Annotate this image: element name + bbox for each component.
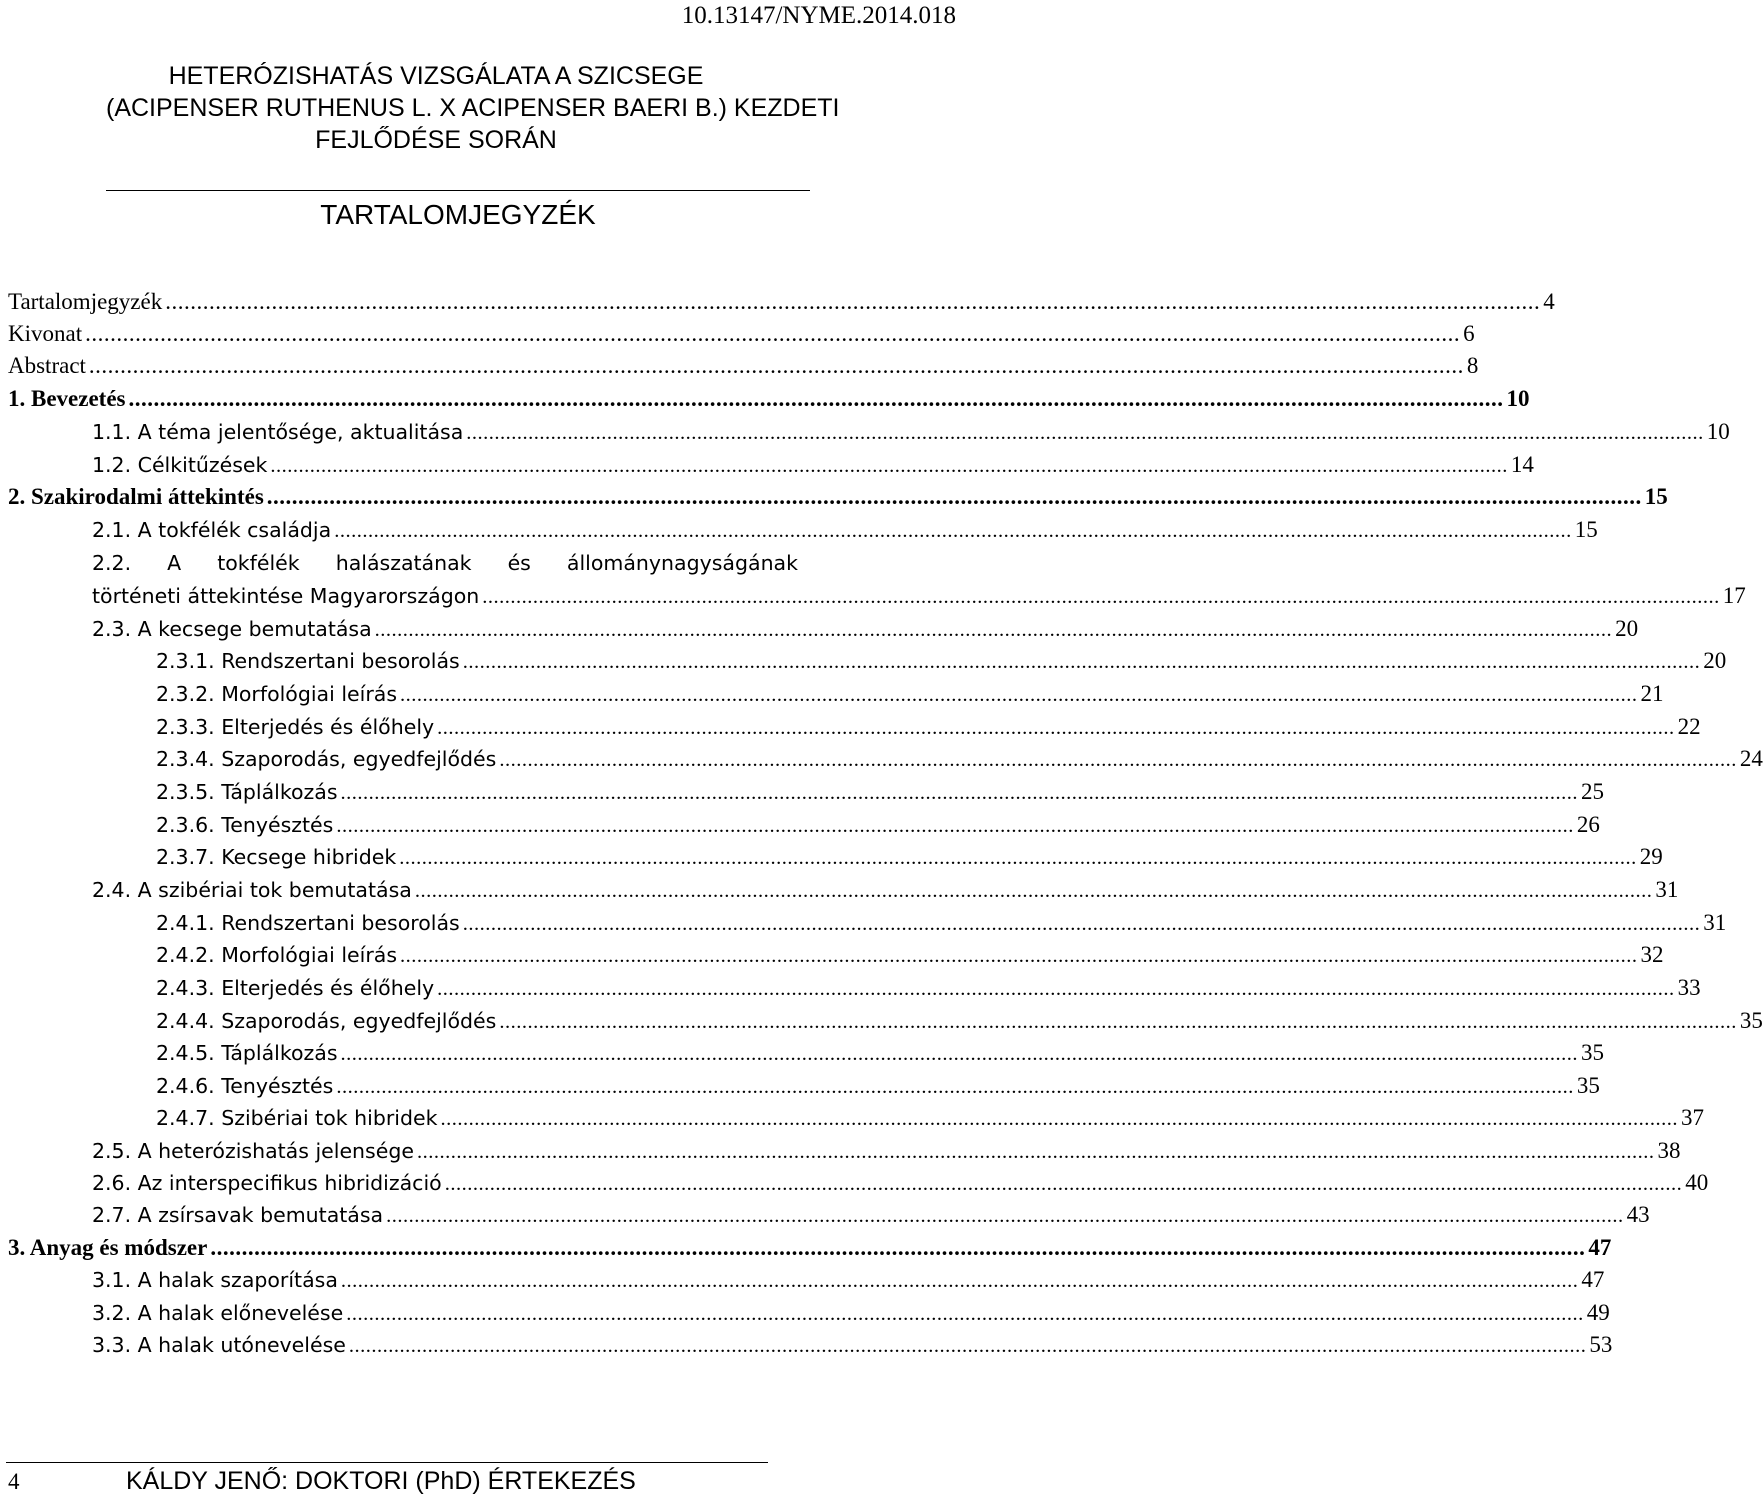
toc-entry-page: 38 xyxy=(1657,1138,1681,1163)
dot-leader: ............................................................................................................................................................................................................................ xyxy=(437,978,1675,1000)
toc-entry-page: 24 xyxy=(1739,746,1763,771)
dot-leader: ............................................................................................................................................................................................................................ xyxy=(440,1108,1678,1130)
dot-leader: ............................................................................................................................................................................................................................ xyxy=(444,1173,1683,1195)
toc-entry-3-2[interactable] xyxy=(92,1297,1610,1329)
footer-divider xyxy=(6,1462,768,1463)
toc-entry-page: 31 xyxy=(1655,877,1679,902)
dot-leader: ............................................................................................................................................................................................................................ xyxy=(348,1335,1587,1357)
toc-entry-label: 2.4.5. Táplálkozás xyxy=(156,1041,338,1065)
toc-entry-page: 21 xyxy=(1640,681,1664,706)
dot-leader: ............................................................................................................................................................................................................................ xyxy=(128,386,1504,411)
dot-leader: ............................................................................................................................................................................................................................ xyxy=(88,353,1464,378)
toc-entry-page: 37 xyxy=(1680,1105,1704,1130)
toc-entry-tartalomjegyzek[interactable] xyxy=(8,286,1555,318)
toc-entry-page: 35 xyxy=(1576,1073,1600,1098)
dot-leader: ............................................................................................................................................................................................................................ xyxy=(346,1303,1584,1325)
toc-entry-page: 25 xyxy=(1581,779,1605,804)
toc-entry-label: Tartalomjegyzék xyxy=(8,289,163,314)
toc-entry-label: 2.4.1. Rendszertani besorolás xyxy=(156,911,460,935)
toc-entry-2-4-5[interactable] xyxy=(156,1037,1605,1069)
dot-leader: ............................................................................................................................................................................................................................ xyxy=(270,455,1508,477)
dot-leader: ............................................................................................................................................................................................................................ xyxy=(416,1141,1655,1163)
header-line-1: HETERÓZISHATÁS VIZSGÁLATA A SZICSEGE xyxy=(168,62,704,90)
toc-entry-label: 2.7. A zsírsavak bemutatása xyxy=(92,1203,384,1227)
toc-entry-2-2[interactable] xyxy=(92,580,1746,612)
toc-entry-label: 3.3. A halak utónevelése xyxy=(92,1333,346,1357)
toc-entry-2-3-7[interactable] xyxy=(156,841,1663,873)
toc-entry-2-7[interactable] xyxy=(92,1199,1650,1231)
toc-entry-label: 2.3.5. Táplálkozás xyxy=(156,780,338,804)
dot-leader: ............................................................................................................................................................................................................................ xyxy=(340,1270,1579,1292)
dot-leader: ............................................................................................................................................................................................................................ xyxy=(210,1235,1586,1260)
toc-entry-label: 2.3.3. Elterjedés és élőhely xyxy=(156,715,435,739)
toc-entry-anyag-es-modszer[interactable] xyxy=(8,1232,1612,1264)
toc-entry-label: 2.4.6. Tenyésztés xyxy=(156,1074,334,1098)
toc-entry-label: 1. Bevezetés xyxy=(8,386,126,411)
toc-entry-page: 15 xyxy=(1644,484,1668,509)
toc-entry-2-2-line1[interactable]: 2.2. A tokfélék halászatának és állománynagyságának xyxy=(92,551,798,575)
dot-leader: ............................................................................................................................................................................................................................ xyxy=(165,289,1541,314)
dot-leader: ............................................................................................................................................................................................................................ xyxy=(340,782,1579,804)
toc-entry-page: 35 xyxy=(1581,1040,1605,1065)
toc-entry-bevezetes[interactable] xyxy=(8,383,1530,415)
dot-leader: ............................................................................................................................................................................................................................ xyxy=(336,815,1574,837)
toc-entry-label: 2.3.2. Morfológiai leírás xyxy=(156,682,398,706)
dot-leader: ............................................................................................................................................................................................................................ xyxy=(340,1043,1579,1065)
dot-leader: ............................................................................................................................................................................................................................ xyxy=(482,586,1720,608)
toc-entry-label: 2.3.7. Kecsege hibridek xyxy=(156,845,397,869)
dot-leader: ............................................................................................................................................................................................................................ xyxy=(334,520,1572,542)
toc-entry-2-5[interactable] xyxy=(92,1135,1681,1167)
toc-entry-page: 47 xyxy=(1581,1267,1605,1292)
toc-entry-page: 32 xyxy=(1640,942,1664,967)
toc-entry-2-4-2[interactable] xyxy=(156,939,1664,971)
toc-entry-abstract[interactable] xyxy=(8,350,1479,382)
toc-entry-page: 22 xyxy=(1677,714,1701,739)
toc-entry-label: 2.4.3. Elterjedés és élőhely xyxy=(156,976,435,1000)
toc-entry-label: 2. Szakirodalmi áttekintés xyxy=(8,484,264,509)
toc-entry-2-3-2[interactable] xyxy=(156,678,1664,710)
toc-entry-page: 17 xyxy=(1722,583,1746,608)
toc-entry-label: 2.3. A kecsege bemutatása xyxy=(92,617,372,641)
toc-entry-page: 29 xyxy=(1639,844,1663,869)
doi-label: 10.13147/NYME.2014.018 xyxy=(681,2,956,29)
toc-entry-page: 20 xyxy=(1703,648,1727,673)
toc-entry-2-3-4[interactable] xyxy=(156,743,1763,775)
toc-entry-page: 43 xyxy=(1626,1202,1650,1227)
toc-entry-page: 20 xyxy=(1615,616,1639,641)
toc-entry-2-4[interactable] xyxy=(92,874,1679,906)
toc-entry-label: 2.3.4. Szaporodás, egyedfejlődés xyxy=(156,747,497,771)
toc-entry-label: 2.4.2. Morfológiai leírás xyxy=(156,943,398,967)
toc-entry-label: 1.2. Célkitűzések xyxy=(92,453,268,477)
toc-entry-page: 31 xyxy=(1703,910,1727,935)
dot-leader: ............................................................................................................................................................................................................................ xyxy=(336,1076,1574,1098)
toc-entry-2-4-7[interactable] xyxy=(156,1102,1704,1134)
toc-entry-page: 8 xyxy=(1466,353,1479,378)
toc-entry-label: 2.4. A szibériai tok bemutatása xyxy=(92,878,412,902)
dot-leader: ............................................................................................................................................................................................................................ xyxy=(414,880,1653,902)
toc-title: TARTALOMJEGYZÉK xyxy=(320,199,596,230)
toc-entry-label: 3. Anyag és módszer xyxy=(8,1235,208,1260)
toc-entry-2-6[interactable] xyxy=(92,1167,1709,1199)
toc-entry-2-1[interactable] xyxy=(92,514,1598,546)
toc-entry-page: 40 xyxy=(1685,1170,1709,1195)
toc-entry-2-3-1[interactable] xyxy=(156,645,1727,677)
toc-entry-3-3[interactable] xyxy=(92,1329,1613,1361)
dot-leader: ............................................................................................................................................................................................................................ xyxy=(499,749,1737,771)
toc-entry-label: 2.4.7. Szibériai tok hibridek xyxy=(156,1106,438,1130)
toc-entry-szakirodalmi[interactable] xyxy=(8,481,1668,513)
toc-entry-label: Abstract xyxy=(8,353,86,378)
toc-entry-label: 2.3.6. Tenyésztés xyxy=(156,813,334,837)
toc-entry-2-4-1[interactable] xyxy=(156,907,1727,939)
toc-entry-1-1[interactable] xyxy=(92,416,1730,448)
toc-entry-label: 2.1. A tokfélék családja xyxy=(92,518,332,542)
toc-entry-label: 2.4.4. Szaporodás, egyedfejlődés xyxy=(156,1009,497,1033)
toc-entry-2-3-5[interactable] xyxy=(156,776,1605,808)
toc-entry-2-4-3[interactable] xyxy=(156,972,1701,1004)
dot-leader: ............................................................................................................................................................................................................................ xyxy=(266,484,1642,509)
toc-entry-page: 10 xyxy=(1706,419,1730,444)
toc-entry-page: 53 xyxy=(1589,1332,1613,1357)
footer-text: KÁLDY JENŐ: DOKTORI (PhD) ÉRTEKEZÉS xyxy=(126,1467,636,1495)
dot-leader: ............................................................................................................................................................................................................................ xyxy=(437,717,1675,739)
dot-leader: ............................................................................................................................................................................................................................ xyxy=(462,651,1701,673)
footer-page-number: 4 xyxy=(8,1469,20,1494)
toc-entry-page: 4 xyxy=(1543,289,1555,314)
toc-entry-page: 6 xyxy=(1463,321,1475,346)
header-line-2: (ACIPENSER RUTHENUS L. X ACIPENSER BAERI B.) KEZDETI xyxy=(106,94,840,122)
toc-entry-page: 47 xyxy=(1588,1235,1612,1260)
toc-entry-page: 14 xyxy=(1510,452,1534,477)
header-line-3: FEJLŐDÉSE SORÁN xyxy=(315,126,557,154)
toc-entry-2-3[interactable] xyxy=(92,613,1639,645)
toc-entry-page: 26 xyxy=(1576,812,1600,837)
toc-entry-page: 10 xyxy=(1506,386,1530,411)
dot-leader: ............................................................................................................................................................................................................................ xyxy=(399,847,1637,869)
toc-entry-page: 49 xyxy=(1586,1300,1610,1325)
toc-entry-label: 3.2. A halak előnevelése xyxy=(92,1301,344,1325)
toc-entry-page: 15 xyxy=(1574,517,1598,542)
dot-leader: ............................................................................................................................................................................................................................ xyxy=(386,1205,1624,1227)
dot-leader: ............................................................................................................................................................................................................................ xyxy=(466,422,1704,444)
toc-entry-label: 2.3.1. Rendszertani besorolás xyxy=(156,649,460,673)
toc-entry-label: Kivonat xyxy=(8,321,83,346)
dot-leader: ............................................................................................................................................................................................................................ xyxy=(374,619,1613,641)
dot-leader: ............................................................................................................................................................................................................................ xyxy=(400,945,1638,967)
dot-leader: ............................................................................................................................................................................................................................ xyxy=(400,684,1638,706)
dot-leader: ............................................................................................................................................................................................................................ xyxy=(462,913,1701,935)
dot-leader: ............................................................................................................................................................................................................................ xyxy=(499,1011,1737,1033)
toc-entry-2-4-4[interactable] xyxy=(156,1005,1763,1037)
toc-entry-label: 3.1. A halak szaporítása xyxy=(92,1268,338,1292)
dot-leader: ............................................................................................................................................................................................................................ xyxy=(85,321,1461,346)
toc-entry-page: 35 xyxy=(1739,1008,1763,1033)
toc-entry-2-3-6[interactable] xyxy=(156,809,1600,841)
toc-entry-1-2[interactable] xyxy=(92,449,1534,481)
toc-entry-3-1[interactable] xyxy=(92,1264,1605,1296)
toc-entry-page: 33 xyxy=(1677,975,1701,1000)
toc-entry-kivonat[interactable] xyxy=(8,318,1475,350)
toc-entry-label: 1.1. A téma jelentősége, aktualitása xyxy=(92,420,464,444)
toc-entry-label: 2.5. A heterózishatás jelensége xyxy=(92,1139,414,1163)
toc-entry-label: 2.6. Az interspecifikus hibridizáció xyxy=(92,1171,442,1195)
toc-entry-label: történeti áttekintése Magyarországon xyxy=(92,584,480,608)
toc-entry-2-3-3[interactable] xyxy=(156,711,1701,743)
toc-entry-2-4-6[interactable] xyxy=(156,1070,1600,1102)
